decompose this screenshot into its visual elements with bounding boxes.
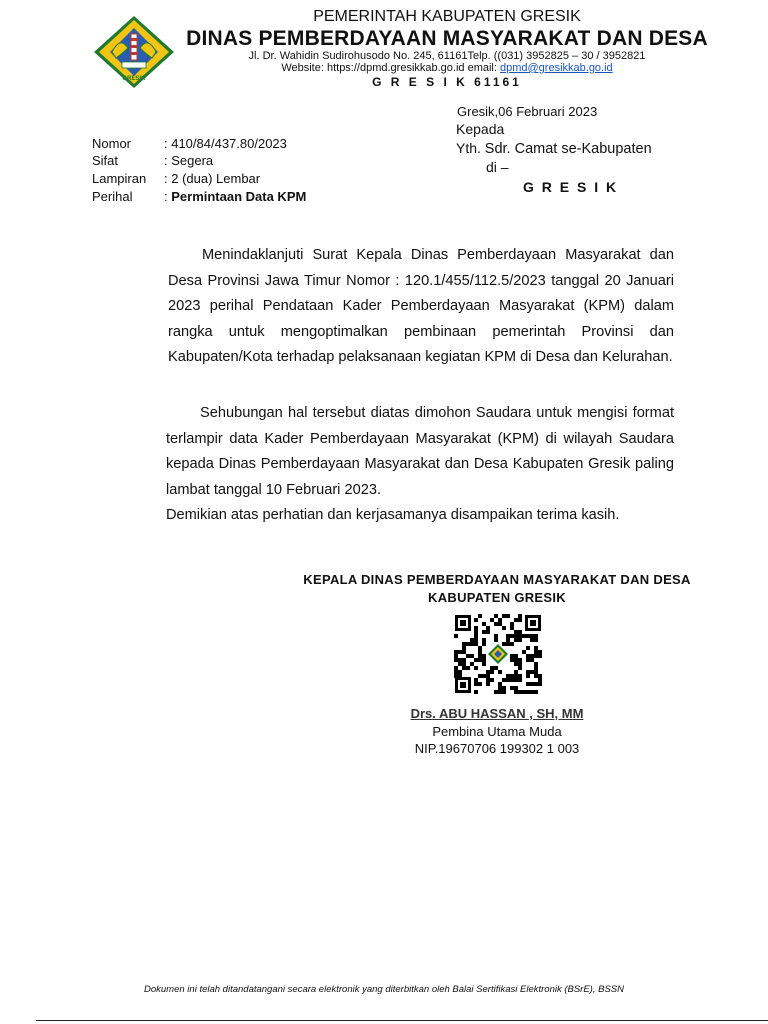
signatory-name: Drs. ABU HASSAN , SH, MM [410,706,584,721]
signatory-rank: Pembina Utama Muda [432,724,562,739]
nomor-value: : 410/84/437.80/2023 [164,136,287,151]
recipient-line [456,140,652,157]
header-website [200,62,694,74]
letter-date: Gresik,06 Februari 2023 [457,104,598,119]
para1-text: Menindaklanjuti Surat Kepala Dinas Pemberdayaan Masyarakat dan Desa Provinsi Jawa Timur Nomor : 120.1/455/112.5/2023 tanggal 20 Januari 2023 perihal Pendataan Kader Pemberdayaan Masyarakat (KPM) dalam rangka untuk mengoptimalkan pembinaan pemerintah Provinsi dan Kabupaten/Kota terhadap pelaksanaan kegiatan KPM di Desa dan Kelurahan. [168,247,674,366]
sifat-value: : Segera [164,153,214,168]
gresik-logo [92,14,176,90]
para2-text: Sehubungan hal tersebut diatas dimohon Saudara untuk mengisi format terlampir data Kader Pemberdayaan Masyarakat (KPM) di wilayah Saudara kepada Dinas Pemberdayaan Masyarakat dan Desa Kabupaten Gresik paling lambat tanggal 10 Februari 2023. [166,405,674,498]
nomor-label: Nomor [92,136,132,151]
lampiran-label: Lampiran [92,171,147,186]
body-paragraph-1 [168,243,674,371]
signatory-nip: NIP.19670706 199302 1 003 [414,741,580,756]
perihal-colon: : [164,189,172,204]
footer-note: Dokumen ini telah ditandatangani secara elektronik yang diterbitkan oleh Balai Sertifikasi Elektronik (BSrE), BSSN [144,984,624,995]
header-city-zip: G R E S I K 61161 [372,75,522,89]
email-link[interactable]: dpmd@gresikkab.go.id [500,62,613,74]
meta-sifat [92,153,213,168]
logo-text: GRESIK [122,76,146,82]
lampiran-value: : 2 (dua) Lembar [164,171,261,186]
meta-perihal [92,189,306,204]
recipient-di: di – [486,159,509,175]
meta-nomor [92,136,287,151]
header-address: Jl. Dr. Wahidin Sudirohusodo No. 245, 61161Telp. ((031) 3952825 – 30 / 3952821 [248,50,646,62]
signature-title-1: KEPALA DINAS PEMBERDAYAAN MASYARAKAT DAN DESA [303,572,691,587]
recipient-name: Sdr. Camat se-Kabupaten [484,141,652,157]
sifat-label: Sifat [92,153,119,168]
website-text: Website: https://dpmd.gresikkab.go.id email: [281,62,500,74]
perihal-label: Perihal [92,189,133,204]
signature-title-2: KABUPATEN GRESIK [428,590,566,605]
bottom-divider [36,1020,768,1021]
header-agency: DINAS PEMBERDAYAAN MASYARAKAT DAN DESA [186,27,708,50]
header-government: PEMERINTAH KABUPATEN GRESIK [313,8,581,25]
meta-lampiran [92,171,260,186]
recipient-yth: Yth. [456,140,481,156]
recipient-kepada: Kepada [456,121,505,137]
recipient-city: G R E S I K [523,179,619,195]
body-paragraph-2 [166,401,674,503]
body-closing: Demikian atas perhatian dan kerjasamanya disampaikan terima kasih. [166,507,620,523]
perihal-value: Permintaan Data KPM [171,189,307,204]
qr-code [454,614,542,694]
